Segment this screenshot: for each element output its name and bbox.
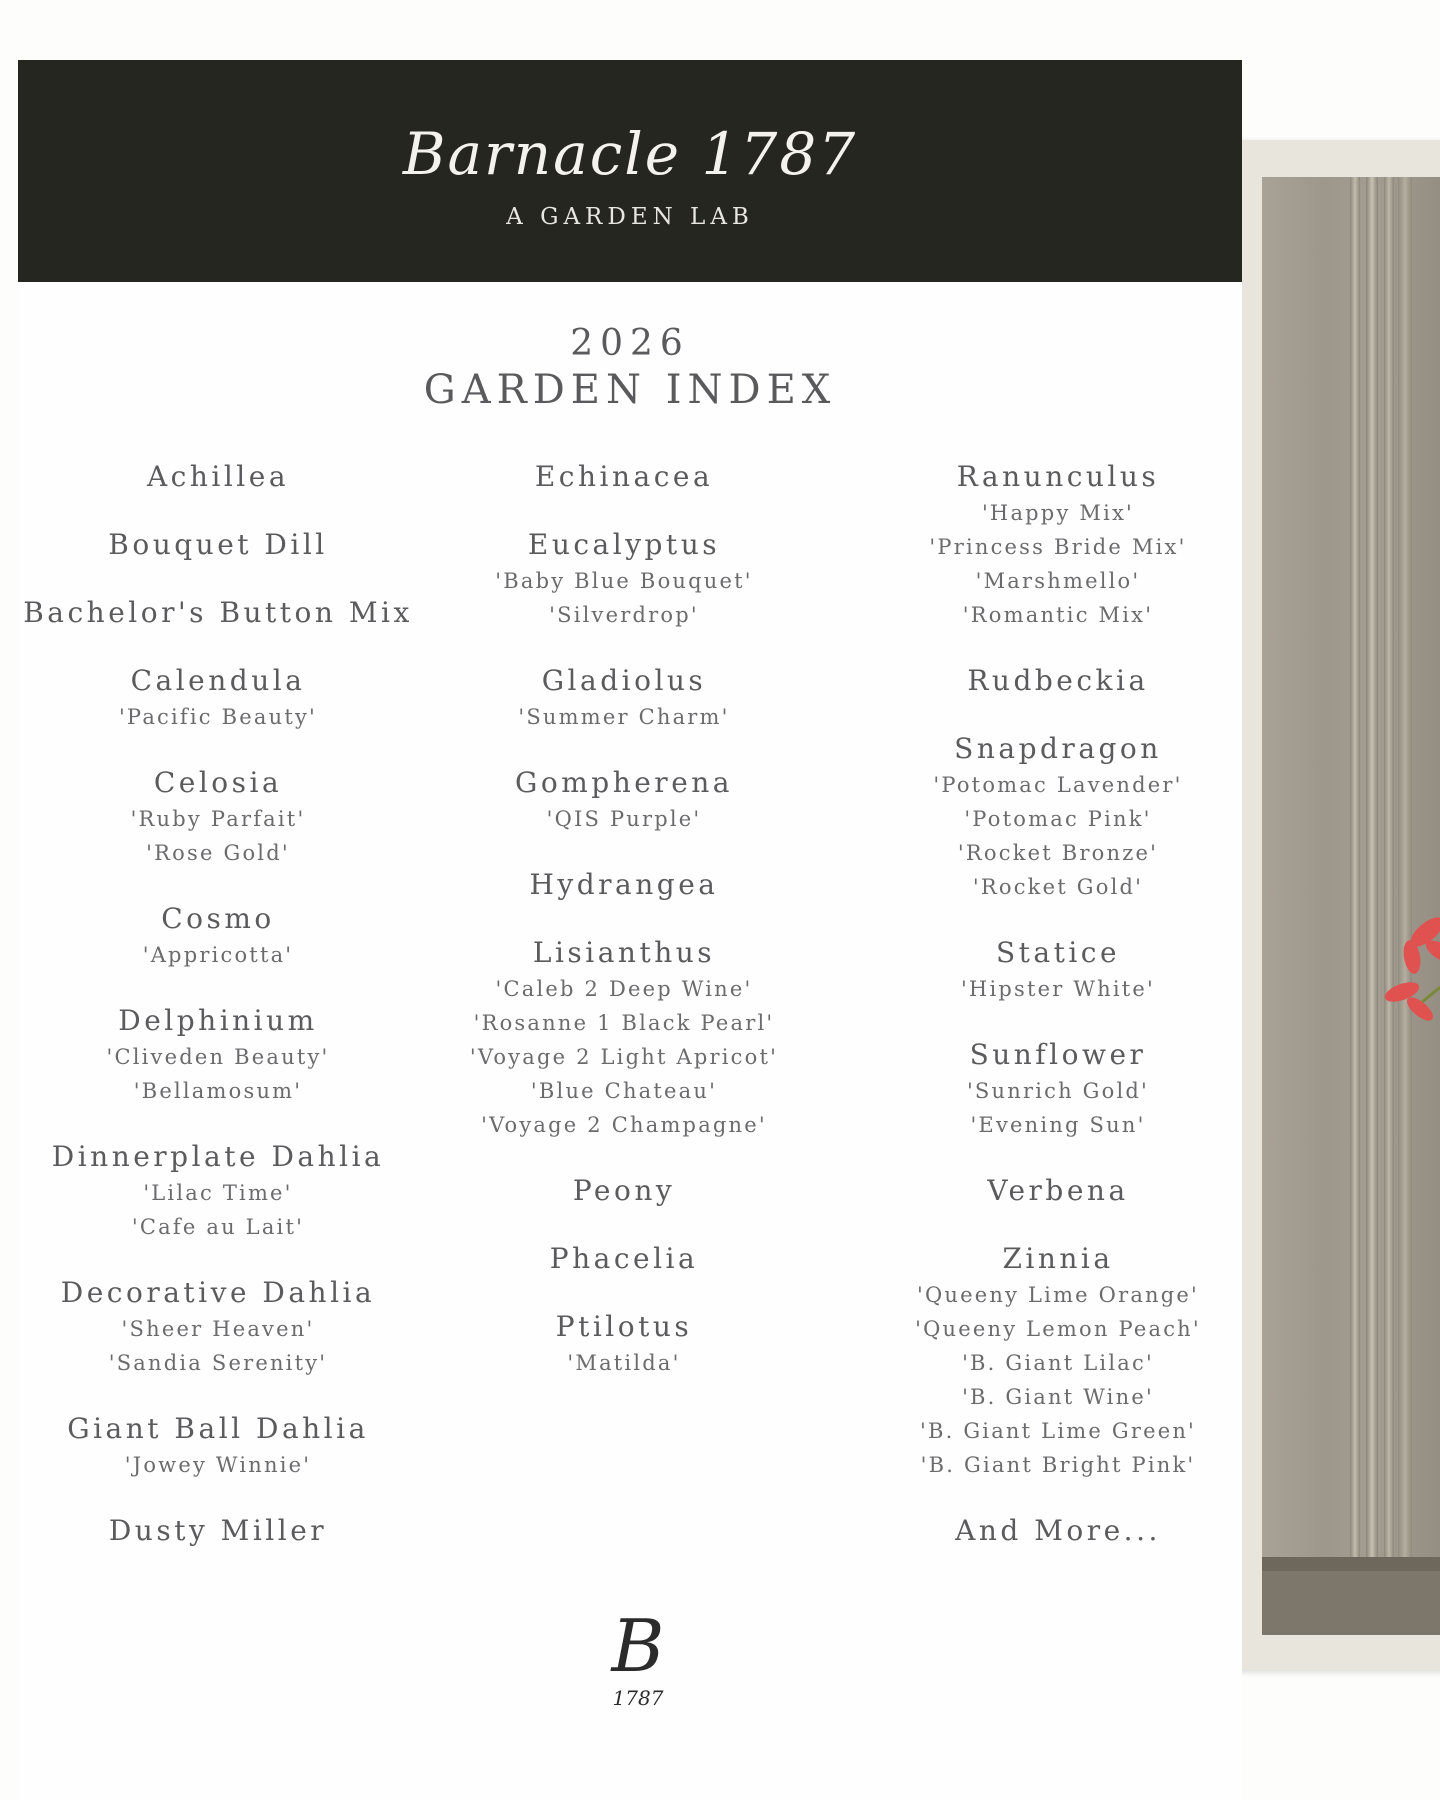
index-entry <box>18 662 418 734</box>
plant-variety: 'Voyage 2 Light Apricot' <box>469 1045 779 1069</box>
plant-name: Ranunculus <box>956 460 1160 493</box>
title-main: GARDEN INDEX <box>423 367 837 413</box>
plant-name: Sunflower <box>969 1038 1147 1071</box>
plant-variety: 'Potomac Pink' <box>964 807 1152 831</box>
plant-name: Snapdragon <box>954 732 1162 765</box>
index-column-1 <box>18 458 418 1580</box>
index-entry <box>18 1512 418 1550</box>
plant-name: Celosia <box>153 766 283 799</box>
plant-variety: 'Rose Gold' <box>146 841 290 865</box>
plant-name: Phacelia <box>549 1242 699 1275</box>
plant-variety: 'B. Giant Bright Pink' <box>920 1453 1196 1477</box>
plant-variety: 'Voyage 2 Champagne' <box>481 1113 767 1137</box>
plant-variety: 'Happy Mix' <box>981 501 1135 525</box>
plant-name: Echinacea <box>534 460 714 493</box>
plant-variety: 'Baby Blue Bouquet' <box>495 569 753 593</box>
plant-name: Lisianthus <box>532 936 716 969</box>
plant-name: Statice <box>995 936 1121 969</box>
shelf-edge <box>1262 1557 1440 1571</box>
page-title <box>18 322 1242 414</box>
plant-name: Dinnerplate Dahlia <box>51 1140 385 1173</box>
plant-name: Calendula <box>130 664 306 697</box>
plant-name: Delphinium <box>118 1004 318 1037</box>
plant-name: Bouquet Dill <box>108 528 328 561</box>
interior-photo <box>1262 177 1440 1635</box>
index-entry <box>858 1240 1258 1482</box>
plant-variety: 'Cliveden Beauty' <box>106 1045 330 1069</box>
monogram-letter: B <box>611 1605 665 1688</box>
plant-name: Achillea <box>146 460 290 493</box>
index-entry <box>858 730 1258 904</box>
index-entry <box>18 900 418 972</box>
plant-name: Cosmo <box>161 902 275 935</box>
index-entry <box>424 866 824 904</box>
index-entry <box>18 1138 418 1244</box>
index-entry <box>18 594 418 632</box>
plant-name: Dusty Miller <box>108 1514 328 1547</box>
plant-name: Hydrangea <box>529 868 719 901</box>
plant-variety: 'Sheer Heaven' <box>121 1317 315 1341</box>
brand-tagline: A GARDEN LAB <box>506 204 754 230</box>
plant-variety: 'Queeny Lemon Peach' <box>915 1317 1201 1341</box>
plant-variety: 'QIS Purple' <box>546 807 702 831</box>
shelf-shadow <box>1262 1571 1440 1635</box>
index-entry <box>424 934 824 1142</box>
plant-variety: 'Matilda' <box>567 1351 681 1375</box>
index-entry <box>858 1512 1258 1550</box>
plant-variety: 'Rosanne 1 Black Pearl' <box>473 1011 775 1035</box>
plant-variety: 'Marshmello' <box>975 569 1141 593</box>
index-column-2 <box>424 458 824 1410</box>
plant-variety: 'Caleb 2 Deep Wine' <box>495 977 753 1001</box>
plant-variety: 'Ruby Parfait' <box>130 807 306 831</box>
index-column-3 <box>858 458 1258 1580</box>
plant-variety: 'Romantic Mix' <box>962 603 1154 627</box>
index-entry <box>424 1240 824 1278</box>
index-entry <box>424 458 824 496</box>
monogram-year: 1787 <box>612 1686 664 1710</box>
index-entry <box>424 1308 824 1380</box>
plant-variety: 'B. Giant Lilac' <box>962 1351 1154 1375</box>
brand-name: Barnacle 1787 <box>402 120 858 188</box>
index-entry <box>858 1036 1258 1142</box>
photo-frame <box>1227 140 1440 1670</box>
index-entry <box>18 764 418 870</box>
plant-variety: 'Princess Bride Mix' <box>929 535 1187 559</box>
plant-name: Gompherena <box>515 766 733 799</box>
index-entry <box>18 1410 418 1482</box>
index-entry <box>18 1274 418 1380</box>
index-entry <box>858 662 1258 700</box>
plant-variety: 'Hipster White' <box>960 977 1156 1001</box>
plant-name: Decorative Dahlia <box>60 1276 376 1309</box>
plant-name: Bachelor's Button Mix <box>23 596 413 629</box>
plant-variety: 'Blue Chateau' <box>530 1079 718 1103</box>
plant-variety: 'Sunrich Gold' <box>966 1079 1150 1103</box>
plant-variety: 'Queeny Lime Orange' <box>916 1283 1200 1307</box>
plant-name: Eucalyptus <box>527 528 721 561</box>
header-banner <box>18 60 1242 282</box>
flower-icon <box>1342 817 1440 1037</box>
plant-variety: 'Jowey Winnie' <box>124 1453 312 1477</box>
title-year: 2026 <box>570 323 690 364</box>
index-entry <box>424 764 824 836</box>
plant-name: Verbena <box>987 1174 1129 1207</box>
plant-name: And More... <box>955 1514 1161 1547</box>
plant-name: Rudbeckia <box>967 664 1149 697</box>
index-entry <box>424 526 824 632</box>
garden-index-card <box>18 60 1242 1800</box>
index-entry <box>424 1172 824 1210</box>
plant-variety: 'Sandia Serenity' <box>108 1351 328 1375</box>
plant-name: Ptilotus <box>555 1310 693 1343</box>
plant-name: Peony <box>572 1174 676 1207</box>
plant-variety: 'Appricotta' <box>142 943 294 967</box>
plant-variety: 'Pacific Beauty' <box>118 705 318 729</box>
index-entry <box>18 1002 418 1108</box>
plant-variety: 'Rocket Bronze' <box>957 841 1159 865</box>
index-entry <box>858 1172 1258 1210</box>
plant-variety: 'Lilac Time' <box>143 1181 293 1205</box>
brand-script-logo <box>18 104 1242 204</box>
plant-variety: 'Summer Charm' <box>518 705 730 729</box>
plant-variety: 'B. Giant Lime Green' <box>919 1419 1197 1443</box>
index-entry <box>858 458 1258 632</box>
index-entry <box>18 458 418 496</box>
plant-name: Giant Ball Dahlia <box>67 1412 369 1445</box>
plant-variety: 'B. Giant Wine' <box>962 1385 1154 1409</box>
plant-variety: 'Evening Sun' <box>970 1113 1146 1137</box>
plant-variety: 'Cafe au Lait' <box>131 1215 305 1239</box>
plant-variety: 'Rocket Gold' <box>972 875 1144 899</box>
index-entry <box>18 526 418 564</box>
plant-variety: 'Bellamosum' <box>133 1079 303 1103</box>
monogram-b-logo <box>588 1605 688 1715</box>
plant-variety: 'Silverdrop' <box>549 603 699 627</box>
plant-variety: 'Potomac Lavender' <box>933 773 1183 797</box>
index-entry <box>858 934 1258 1006</box>
plant-name: Zinnia <box>1002 1242 1114 1275</box>
plant-name: Gladiolus <box>541 664 707 697</box>
index-entry <box>424 662 824 734</box>
